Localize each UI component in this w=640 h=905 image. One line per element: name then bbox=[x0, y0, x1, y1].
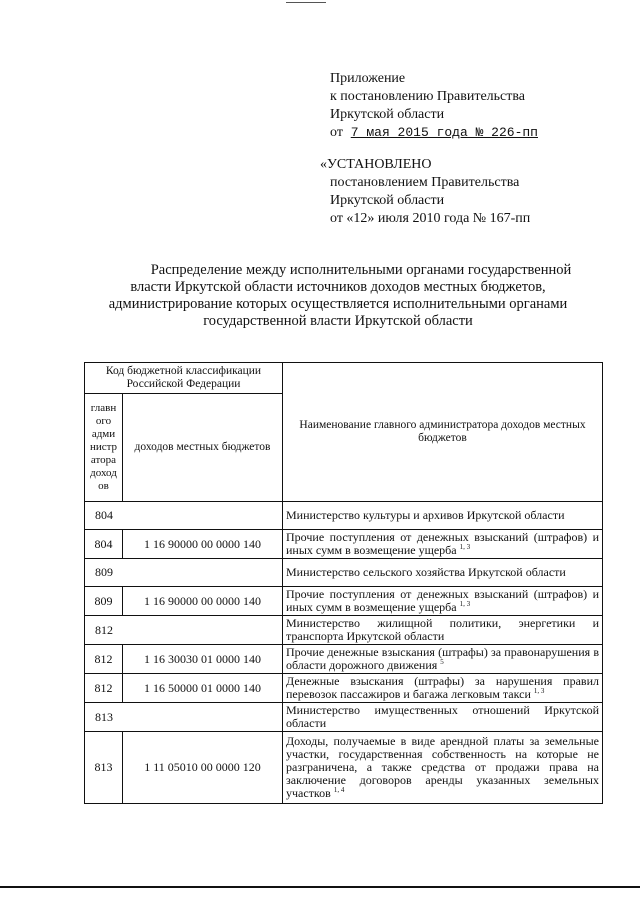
admin-name-cell bbox=[283, 732, 603, 804]
appendix-date-line bbox=[330, 124, 538, 142]
approved-line-4: от «12» июля 2010 года № 167-пп bbox=[330, 211, 531, 226]
table-row bbox=[85, 530, 603, 559]
table-row bbox=[85, 587, 603, 616]
income-code-cell: 1 16 50000 01 0000 140 bbox=[123, 674, 283, 703]
footnote-ref: 1, 3 bbox=[533, 687, 545, 695]
admin-name-text: Прочие поступления от денежных взысканий (штрафов) и иных сумм в возмещение ущерба bbox=[286, 587, 599, 614]
header-classification: Код бюджетной классификации Российской Федерации bbox=[85, 363, 283, 394]
table-row bbox=[85, 616, 603, 645]
income-code-cell: 1 16 30030 01 0000 140 bbox=[123, 645, 283, 674]
admin-name-text: Прочие денежные взыскания (штрафы) за правонарушения в области дорожного движения bbox=[286, 645, 599, 672]
approved-line-3: Иркутской области bbox=[330, 193, 445, 208]
table-row bbox=[85, 645, 603, 674]
approved-line-1: «УСТАНОВЛЕНО bbox=[320, 157, 432, 172]
admin-code-cell: 804 bbox=[85, 502, 283, 530]
admin-name-text: Денежные взыскания (штрафы) за нарушения правил перевозок пассажиров и багажа легковым такси bbox=[286, 674, 599, 701]
header-income-code: доходов местных бюджетов bbox=[123, 394, 283, 502]
admin-code-cell: 812 bbox=[85, 674, 123, 703]
admin-name-text: Доходы, получаемые в виде арендной платы за земельные участки, государственная собственность на которые не разграничена, а также средства от продажи права на заключение договоров аренды указанных земельных участков bbox=[286, 734, 599, 800]
admin-code-cell: 813 bbox=[85, 732, 123, 804]
document-title bbox=[76, 262, 600, 330]
table-row bbox=[85, 559, 603, 587]
title-line-2: власти Иркутской области источников доходов местных бюджетов, bbox=[130, 279, 546, 295]
appendix-line-2: к постановлению Правительства bbox=[330, 89, 526, 104]
admin-name-text: Прочие поступления от денежных взысканий (штрафов) и иных сумм в возмещение ущерба bbox=[286, 530, 599, 557]
footnote-ref: 1, 4 bbox=[333, 786, 345, 794]
table-row bbox=[85, 732, 603, 804]
admin-code-cell: 804 bbox=[85, 530, 123, 559]
admin-name-cell bbox=[283, 703, 603, 732]
admin-code-cell: 812 bbox=[85, 645, 123, 674]
admin-code-cell: 809 bbox=[85, 559, 283, 587]
footnote-ref: 1, 3 bbox=[459, 543, 471, 551]
admin-name-cell bbox=[283, 616, 603, 645]
footnote-ref: 5 bbox=[440, 658, 444, 666]
admin-code-cell: 813 bbox=[85, 703, 283, 732]
header-admin-code: главн ого адми нистр атора доход ов bbox=[85, 394, 123, 502]
admin-name-cell bbox=[283, 559, 603, 587]
admin-code-cell: 809 bbox=[85, 587, 123, 616]
table-row bbox=[85, 502, 603, 530]
date-prefix: от bbox=[330, 125, 343, 140]
title-line-3: администрирование которых осуществляется исполнительными органами bbox=[108, 296, 568, 312]
date-value: 7 мая 2015 года № 226-пп bbox=[350, 125, 538, 140]
admin-name-text: Министерство культуры и архивов Иркутской области bbox=[286, 508, 565, 522]
appendix-line-3: Иркутской области bbox=[330, 107, 445, 122]
footnote-ref: 1, 3 bbox=[459, 600, 471, 608]
approved-line-2: постановлением Правительства bbox=[330, 175, 520, 190]
bottom-rule bbox=[0, 886, 640, 888]
approved-block bbox=[320, 156, 530, 228]
admin-name-text: Министерство имущественных отношений Иркутской области bbox=[286, 703, 599, 730]
admin-name-text: Министерство сельского хозяйства Иркутской области bbox=[286, 565, 566, 579]
admin-name-cell bbox=[283, 674, 603, 703]
appendix-line-1: Приложение bbox=[330, 71, 406, 86]
header-name: Наименование главного администратора доходов местных бюджетов bbox=[283, 363, 603, 502]
income-code-cell: 1 11 05010 00 0000 120 bbox=[123, 732, 283, 804]
admin-code-cell: 812 bbox=[85, 616, 283, 645]
admin-name-text: Министерство жилищной политики, энергетики и транспорта Иркутской области bbox=[286, 616, 599, 643]
admin-name-cell bbox=[283, 530, 603, 559]
table-row bbox=[85, 674, 603, 703]
title-line-1: Распределение между исполнительными органами государственной bbox=[150, 262, 572, 278]
admin-name-cell bbox=[283, 587, 603, 616]
top-rule bbox=[286, 2, 326, 3]
admin-name-cell bbox=[283, 645, 603, 674]
income-code-cell: 1 16 90000 00 0000 140 bbox=[123, 530, 283, 559]
income-code-cell: 1 16 90000 00 0000 140 bbox=[123, 587, 283, 616]
revenue-distribution-table bbox=[84, 362, 603, 804]
appendix-block bbox=[330, 70, 538, 142]
title-line-4: государственной власти Иркутской области bbox=[203, 313, 473, 329]
admin-name-cell bbox=[283, 502, 603, 530]
table-row bbox=[85, 703, 603, 732]
